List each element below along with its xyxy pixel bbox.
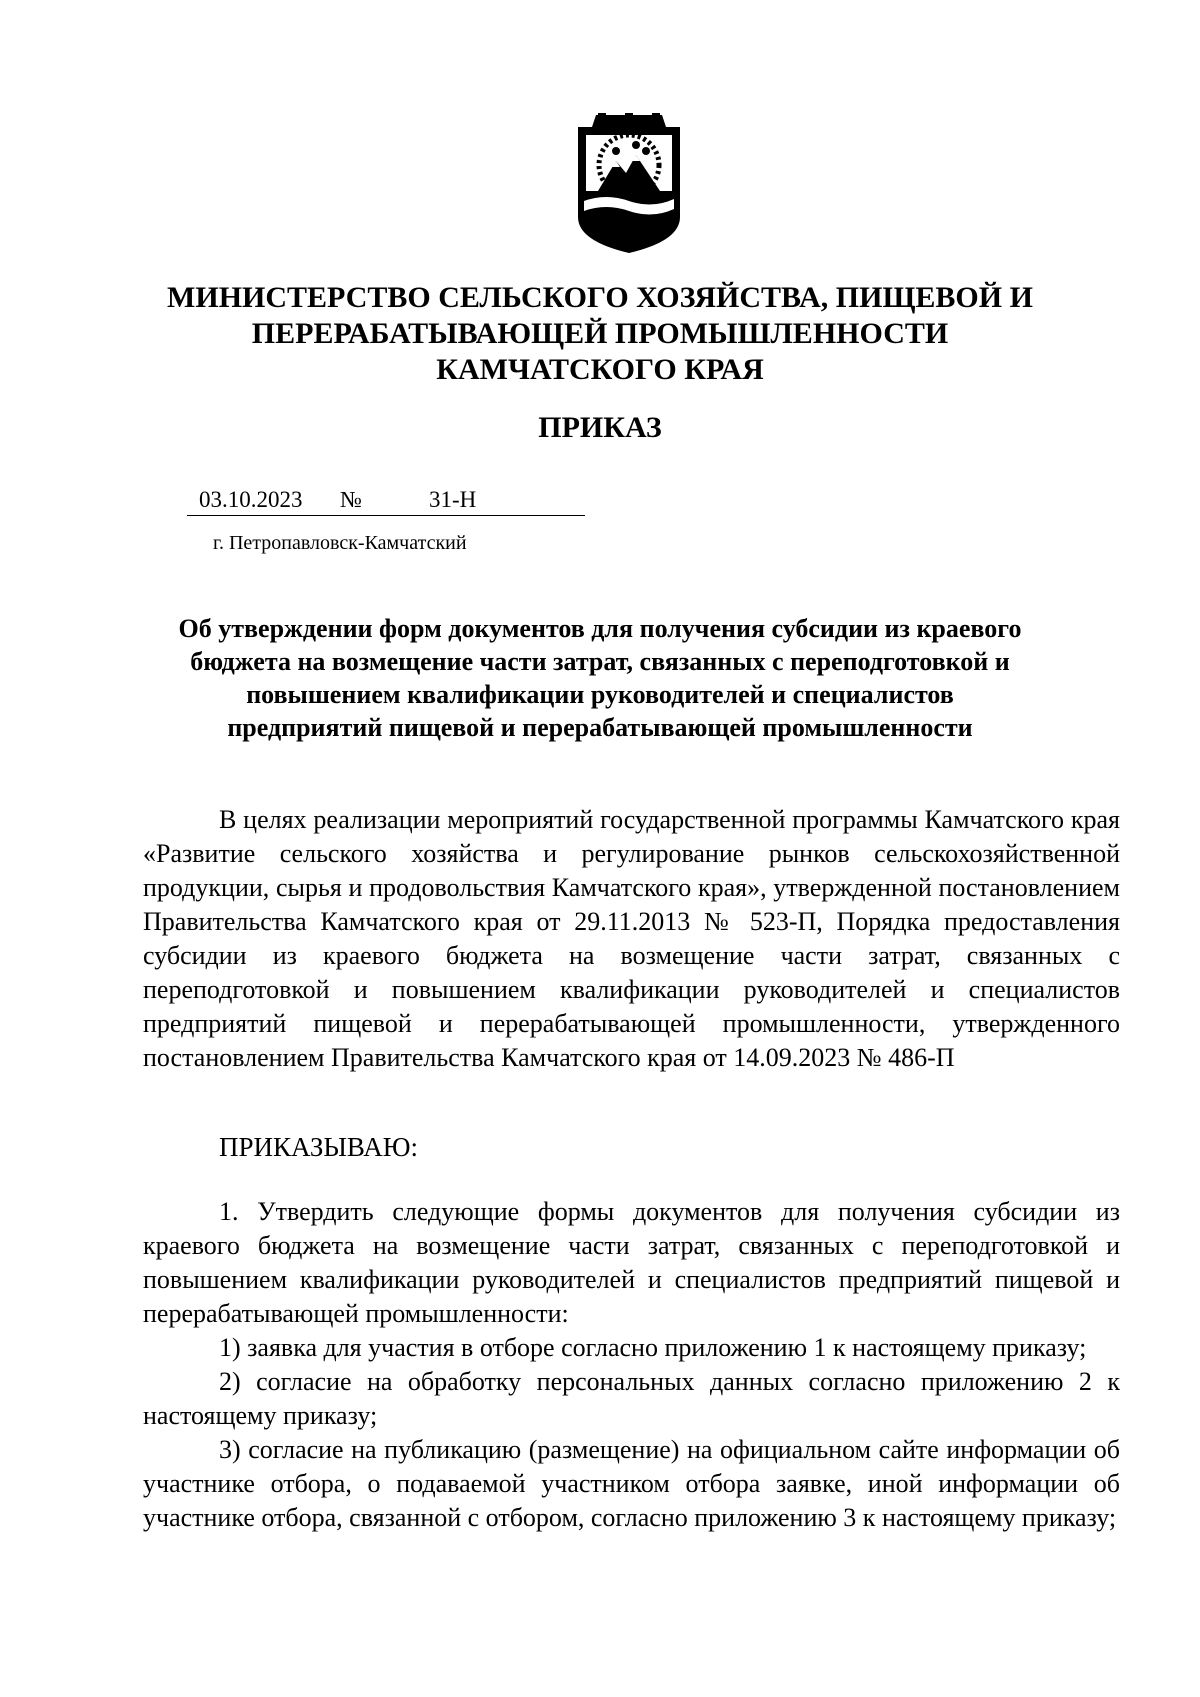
order-subject-line: бюджета на возмещение части затрат, связанных с переподготовкой и [190,647,1010,676]
order-items-block [143,1195,1120,1535]
order-word: ПРИКАЗЫВАЮ: [219,1132,418,1162]
registration-line [187,485,585,516]
order-paragraph: 1) заявка для участия в отборе согласно приложению 1 к настоящему приказу; [219,1333,1087,1362]
preamble-block [143,803,1120,1075]
ministry-title-line: КАМЧАТСКОГО КРАЯ [436,353,764,386]
order-paragraph: 1. Утвердить следующие формы документов для получения субсидии из краевого бюджета на возмещение части затрат, связанных с переподготовкой и повышением квалификации руководителей и специалистов предприятий пищевой и перерабатывающей промышленности: [143,1197,1120,1328]
order-paragraph: 3) согласие на публикацию (размещение) на официальном сайте информации об участнике отбора, о подаваемой участником отбора заявке, иной информации об участнике отбора, связанной с отбором, согласно приложению 3 к настоящему приказу; [143,1435,1120,1532]
ministry-title-line: МИНИСТЕРСТВО СЕЛЬСКОГО ХОЗЯЙСТВА, ПИЩЕВОЙ И [167,281,1033,314]
city-name: г. Петропавловск-Камчатский [213,532,467,554]
ministry-title-line: ПЕРЕРАБАТЫВАЮЩЕЙ ПРОМЫШЛЕННОСТИ [251,317,949,350]
order-date: 03.10.2023 [199,487,303,512]
kamchatka-coat-of-arms-icon [576,113,682,255]
order-subject-line: предприятий пищевой и перерабатывающей промышленности [227,713,973,742]
order-number: 31-Н [429,487,477,512]
ministry-title [140,280,1060,388]
number-sign: № [340,487,362,512]
order-subject [140,612,1060,744]
order-subject-line: Об утверждении форм документов для получения субсидии из краевого [178,614,1022,643]
order-subject-line: повышением квалификации руководителей и специалистов [246,680,954,709]
document-type-title: ПРИКАЗ [538,411,662,444]
preamble-paragraph: В целях реализации мероприятий государственной программы Камчатского края «Развитие сельского хозяйства и регулирование рынков сельскохозяйственной продукции, сырья и продовольствия Камчатского края», утвержденной постановлением Правительства Камчатского края от 29.11.2013 № 523-П, Порядка предоставления субсидии из краевого бюджета на возмещение части затрат, связанных с переподготовкой и повышением квалификации руководителей и специалистов предприятий пищевой и перерабатывающей промышленности, утвержденного постановлением Правительства Камчатского края от 14.09.2023 № 486-П [143,805,1120,1072]
order-paragraph: 2) согласие на обработку персональных данных согласно приложению 2 к настоящему приказу; [143,1367,1120,1430]
